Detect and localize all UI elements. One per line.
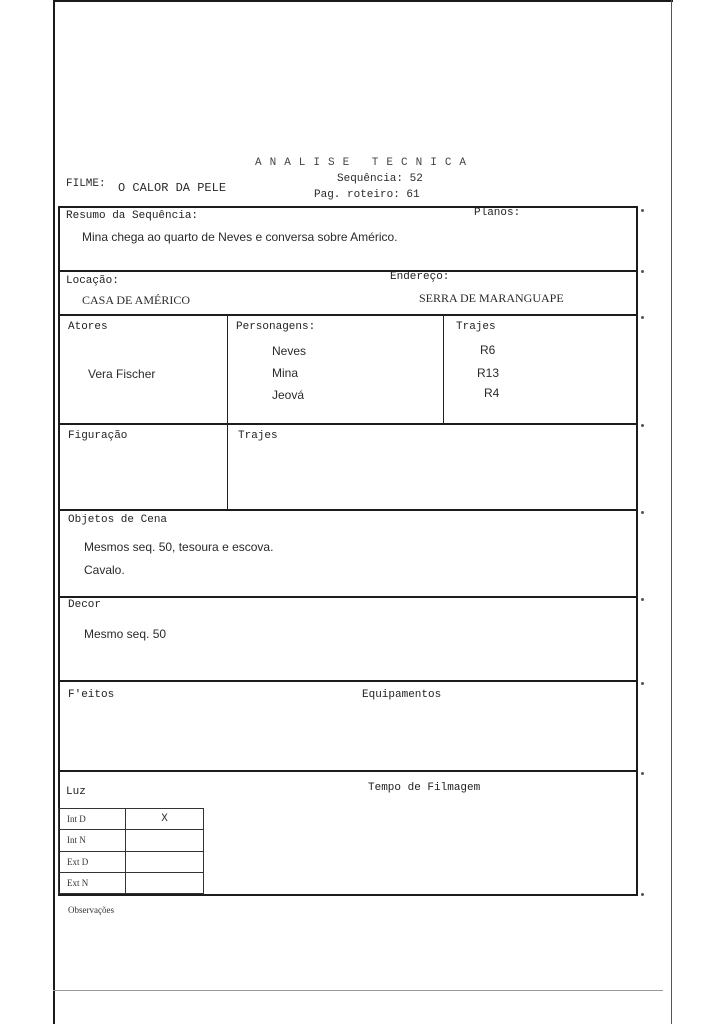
objetos-line: Cavalo.: [84, 563, 125, 577]
filme-label: FILME:: [66, 178, 106, 190]
objetos-line: Mesmos seq. 50, tesoura e escova.: [84, 540, 274, 554]
page-bottom-line: [53, 990, 663, 991]
resumo-label: Resumo da Sequência:: [66, 210, 199, 222]
sequencia: Sequência: 52: [337, 173, 423, 185]
column-divider-atores: [227, 314, 228, 509]
divider-figuracao: [58, 509, 638, 511]
divider-elenco: [58, 423, 638, 425]
filme-value: O CALOR DA PELE: [118, 181, 227, 195]
luz-row-label: Ext D: [59, 851, 126, 872]
luz-row-mark: [126, 851, 204, 872]
resumo-text: Mina chega ao quarto de Neves e conversa sobre Américo.: [82, 230, 398, 244]
locacao-value: CASA DE AMÉRICO: [82, 293, 191, 307]
divider-resumo: [58, 270, 638, 272]
luz-table: [58, 808, 204, 894]
divider-objetos: [58, 596, 638, 598]
scan-speck: [641, 270, 644, 273]
luz-row-mark: [126, 872, 204, 893]
divider-efeitos: [58, 770, 638, 772]
scan-speck: [641, 598, 644, 601]
divider-locacao: [58, 314, 638, 316]
scan-speck: [641, 316, 644, 319]
page-edge-right: [671, 0, 672, 1024]
traje-item: R13: [477, 366, 500, 380]
decor-text: Mesmo seq. 50: [84, 627, 167, 641]
efeitos-label: F'eitos: [68, 689, 115, 701]
personagem-item: Mina: [272, 366, 299, 380]
ator-item: Vera Fischer: [88, 367, 156, 381]
luz-row-label: Int D: [59, 809, 126, 830]
luz-row: [59, 809, 204, 830]
scan-speck: [641, 424, 644, 427]
planos-label: Planos:: [474, 207, 521, 219]
endereco-value: SERRA DE MARANGUAPE: [419, 291, 564, 305]
observacoes-label: Observações: [68, 905, 114, 915]
luz-row-mark: [126, 830, 204, 851]
tempo-filmagem-label: Tempo de Filmagem: [368, 782, 481, 794]
luz-label: Luz: [66, 786, 86, 798]
figuracao-trajes-label: Trajes: [238, 430, 278, 442]
luz-row: [59, 830, 204, 851]
pag-roteiro: Pag. roteiro: 61: [314, 189, 420, 201]
equipamentos-label: Equipamentos: [362, 689, 442, 701]
scan-speck: [641, 772, 644, 775]
scan-speck: [641, 682, 644, 685]
scan-speck: [641, 511, 644, 514]
personagem-item: Neves: [272, 344, 307, 358]
column-divider-trajes: [443, 314, 444, 423]
luz-row: [59, 872, 204, 893]
figuracao-label: Figuração: [68, 430, 128, 442]
luz-row: [59, 851, 204, 872]
locacao-label: Locação:: [66, 275, 119, 287]
atores-label: Atores: [68, 321, 108, 333]
endereco-label: Endereço:: [390, 271, 450, 283]
traje-item: R4: [484, 386, 500, 400]
form-title: ANALISE TECNICA: [255, 157, 475, 169]
luz-row-label: Int N: [59, 830, 126, 851]
page-edge-top: [53, 0, 673, 2]
personagens-label: Personagens:: [236, 321, 316, 333]
divider-decor: [58, 680, 638, 682]
luz-row-mark: X: [126, 809, 204, 830]
luz-row-label: Ext N: [59, 872, 126, 893]
trajes-label: Trajes: [456, 321, 496, 333]
scan-speck: [641, 893, 644, 896]
decor-label: Decor: [68, 599, 102, 611]
page-edge-left: [53, 0, 55, 1024]
objetos-label: Objetos de Cena: [68, 514, 168, 526]
personagem-item: Jeová: [272, 388, 305, 402]
scan-speck: [641, 209, 644, 212]
traje-item: R6: [480, 343, 496, 357]
